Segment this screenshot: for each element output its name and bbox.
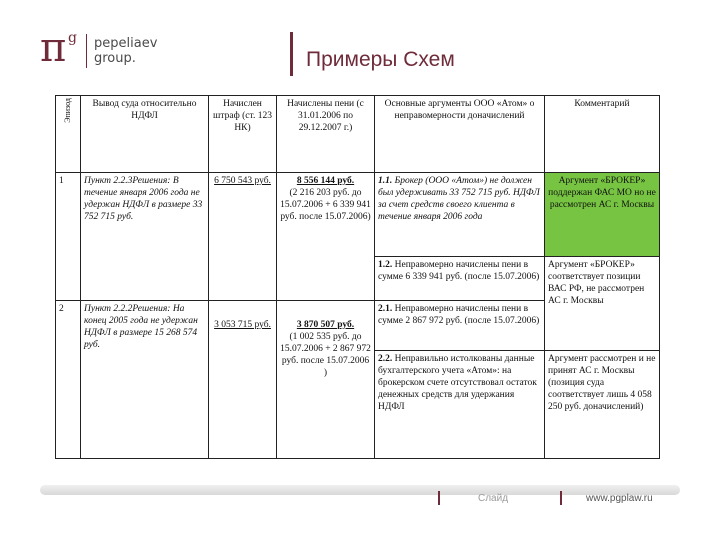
table-header-row bbox=[56, 96, 660, 173]
shared-comment: Аргумент «БРОКЕР» соответствует позиции ВАС РФ, не рассмотрен АС г. Москвы bbox=[545, 257, 660, 351]
header-court: Вывод суда относительно НДФЛ bbox=[81, 96, 209, 173]
row1-fine: 6 750 543 руб. bbox=[209, 173, 277, 301]
logo-pi-symbol: π bbox=[40, 25, 67, 71]
logo-divider bbox=[86, 34, 87, 68]
row2-comment-2: Аргумент рассмотрен и не принят АС г. Москвы (позиция суда соответствует лишь 4 058 250 руб. доначислений) bbox=[545, 351, 660, 459]
row2-number: 2 bbox=[56, 301, 81, 459]
logo-line1: pepeliaev bbox=[94, 36, 158, 51]
row2-court-conclusion: Пункт 2.2.2Решения: На конец 2005 года не удержан НДФЛ в размере 15 268 574 руб. bbox=[81, 301, 209, 459]
footer-divider-right bbox=[560, 491, 562, 505]
row1-number: 1 bbox=[56, 173, 81, 301]
row1-argument-1 bbox=[375, 173, 545, 257]
row2-penalty-detail: (1 002 535 руб. до 15.07.2006 + 2 867 972 руб. после 15.07.2006 ) bbox=[280, 332, 371, 378]
row2-argument-2 bbox=[375, 351, 545, 459]
row1-penalty-main: 8 556 144 руб. bbox=[296, 176, 355, 186]
row2-penalty bbox=[277, 301, 375, 459]
header-comment: Комментарий bbox=[545, 96, 660, 173]
row1-argument-2 bbox=[375, 257, 545, 301]
header-episode bbox=[56, 96, 81, 173]
footer-slide-label: Слайд bbox=[478, 493, 509, 504]
row1-arg2-text: Неправомерно начислены пени в сумме 6 339 941 руб. (после 15.07.2006) bbox=[378, 260, 540, 282]
footer-band bbox=[40, 485, 680, 495]
row2-penalty-main: 3 870 507 руб. bbox=[296, 320, 355, 330]
title-divider bbox=[290, 32, 293, 76]
logo-line2: group. bbox=[94, 51, 136, 66]
row1-penalty bbox=[277, 173, 375, 301]
schemes-table bbox=[55, 95, 660, 459]
row2-arg2-text: Неправильно истолкованы данные бухгалтерского учета «Атом»: на брокерском счете отсутствовал остаток денежных средств для удержания НДФЛ bbox=[378, 354, 537, 412]
table-row bbox=[56, 173, 660, 257]
row1-arg1-text: Брокер (ООО «Атом») не должен был удерживать 33 752 715 руб. НДФЛ за счет средств своего клиента в течение января 2006 года bbox=[378, 176, 540, 222]
header-episode-label: Эпизод bbox=[63, 98, 72, 123]
row1-arg1-number: 1.1. bbox=[378, 176, 393, 186]
row1-arg2-number: 1.2. bbox=[378, 260, 393, 270]
company-logo bbox=[40, 25, 180, 72]
footer-divider-left bbox=[438, 491, 440, 505]
slide-title: Примеры Схем bbox=[306, 48, 455, 71]
row2-argument-1 bbox=[375, 301, 545, 351]
logo-text bbox=[94, 36, 157, 66]
row2-arg2-number: 2.2. bbox=[378, 354, 393, 364]
row1-court-conclusion: Пункт 2.2.3Решения: В течение января 2006 года не удержан НДФЛ в размере 33 752 715 руб. bbox=[81, 173, 209, 301]
header-penalty: Начислены пени (с 31.01.2006 по 29.12.2007 г.) bbox=[277, 96, 375, 173]
row2-fine: 3 053 715 руб. bbox=[209, 301, 277, 459]
logo-superscript: g bbox=[68, 30, 77, 46]
header-args: Основные аргументы ООО «Атом» о неправомерности доначислений bbox=[375, 96, 545, 173]
header-fine: Начислен штраф (ст. 123 НК) bbox=[209, 96, 277, 173]
row2-arg1-text: Неправомерно начислены пени в сумме 2 867 972 руб. (после 15.07.2006) bbox=[378, 304, 540, 326]
row1-comment-1: Аргумент «БРОКЕР» поддержан ФАС МО но не рассмотрен АС г. Москвы bbox=[545, 173, 660, 257]
row1-penalty-detail: (2 216 203 руб. до 15.07.2006 + 6 339 941 руб. после 15.07.2006) bbox=[280, 188, 371, 222]
footer-website-link[interactable]: www.pgplaw.ru bbox=[586, 493, 653, 504]
row2-arg1-number: 2.1. bbox=[378, 304, 393, 314]
